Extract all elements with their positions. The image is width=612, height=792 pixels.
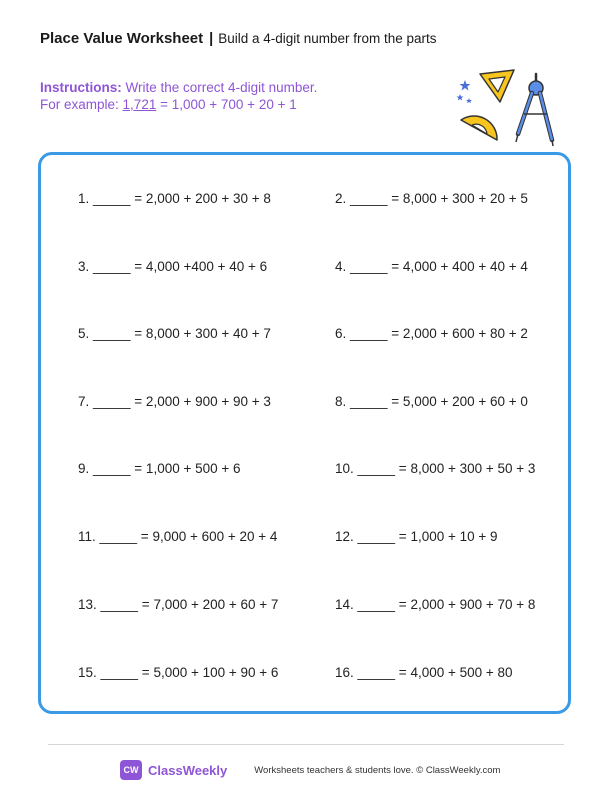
problem-15: 15. _____ = 5,000 + 100 + 90 + 6 — [78, 665, 279, 680]
problem-2: 2. _____ = 8,000 + 300 + 20 + 5 — [335, 191, 528, 206]
worksheet-header — [40, 30, 437, 47]
problem-13: 13. _____ = 7,000 + 200 + 60 + 7 — [78, 597, 279, 612]
problem-9: 9. _____ = 1,000 + 500 + 6 — [78, 461, 241, 476]
star-icon — [457, 80, 473, 103]
page-subtitle: Build a 4-digit number from the parts — [218, 31, 437, 46]
problem-8: 8. _____ = 5,000 + 200 + 60 + 0 — [335, 394, 528, 409]
compass-icon — [516, 74, 553, 146]
problem-4: 4. _____ = 4,000 + 400 + 40 + 4 — [335, 259, 528, 274]
footer-tagline: Worksheets teachers & students love. © ClassWeekly.com — [254, 764, 501, 776]
example-expansion: = 1,000 + 700 + 20 + 1 — [160, 97, 297, 112]
footer — [120, 759, 500, 781]
instructions-block — [40, 79, 317, 113]
example-prefix: For example: — [40, 97, 119, 112]
footer-divider — [48, 744, 564, 745]
protractor-icon — [461, 116, 497, 140]
problem-5: 5. _____ = 8,000 + 300 + 40 + 7 — [78, 326, 271, 341]
ruler-triangle-icon — [480, 70, 514, 102]
title-separator: | — [209, 31, 214, 47]
problem-11: 11. _____ = 9,000 + 600 + 20 + 4 — [78, 529, 278, 544]
classweekly-logo: CW — [120, 760, 142, 780]
brand-name: ClassWeekly — [148, 762, 228, 778]
page-title: Place Value Worksheet — [40, 30, 204, 47]
problem-6: 6. _____ = 2,000 + 600 + 80 + 2 — [335, 326, 528, 341]
instructions-label: Instructions: — [40, 80, 122, 95]
problem-14: 14. _____ = 2,000 + 900 + 70 + 8 — [335, 597, 536, 612]
problem-10: 10. _____ = 8,000 + 300 + 50 + 3 — [335, 461, 536, 476]
problem-16: 16. _____ = 4,000 + 500 + 80 — [335, 665, 513, 680]
example-number: 1,721 — [122, 97, 157, 112]
geometry-tools-clipart — [452, 68, 562, 148]
problem-7: 7. _____ = 2,000 + 900 + 90 + 3 — [78, 394, 271, 409]
problem-1: 1. _____ = 2,000 + 200 + 30 + 8 — [78, 191, 271, 206]
problem-3: 3. _____ = 4,000 +400 + 40 + 6 — [78, 259, 268, 274]
problem-12: 12. _____ = 1,000 + 10 + 9 — [335, 529, 498, 544]
problems-box — [38, 152, 571, 714]
instructions-text: Write the correct 4-digit number. — [125, 80, 318, 95]
